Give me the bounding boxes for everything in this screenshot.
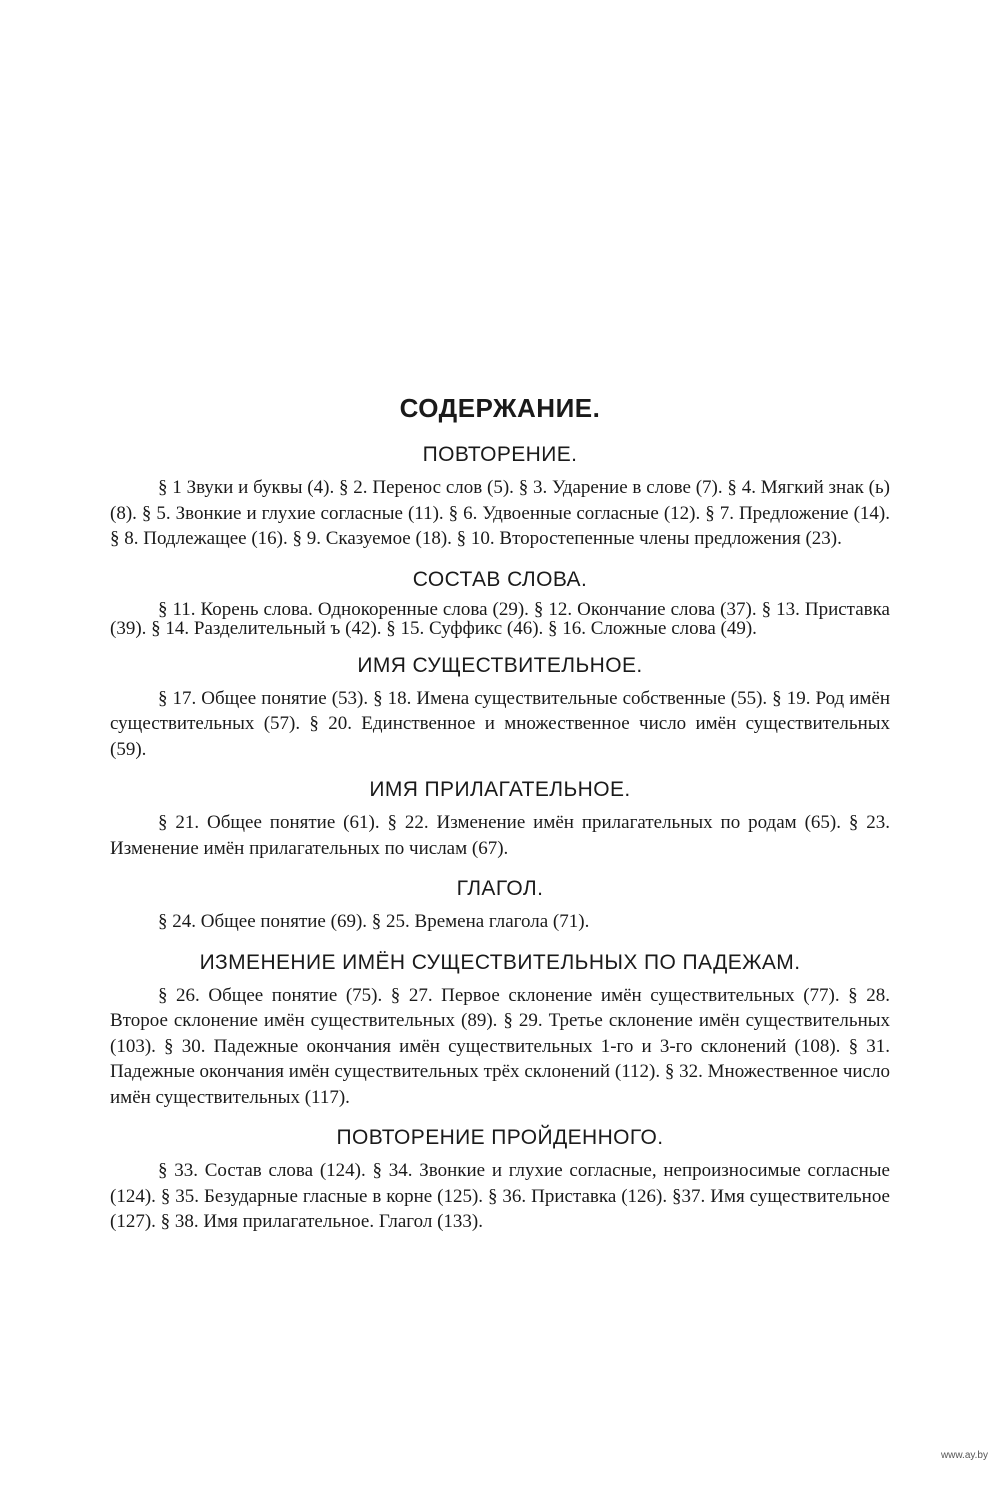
watermark: www.ay.by <box>940 1450 988 1461</box>
section-heading: СОСТАВ СЛОВА. <box>412 567 588 591</box>
section-body: § 1 Звуки и буквы (4). § 2. Перенос слов (5). § 3. Ударение в слове (7). § 4. Мягкий знак (ь) (8). § 5. Звонкие и глухие согласные (11). § 6. Удвоенные согласные (12). § 7. Предложение (14). § 8. Подлежащее (16). § 9. Сказуемое (18). § 10. Второстепенные члены предложения (23). <box>110 477 890 549</box>
section-noun-cases <box>110 949 890 1111</box>
section-heading: ГЛАГОЛ. <box>456 877 544 900</box>
contents-page <box>110 392 890 1249</box>
section-body: § 11. Корень слова. Однокоренные слова (29). § 12. Окончание слова (37). § 13. Приставка (39). § 14. Разделительный ъ (42). § 15. Суффикс (46). § 16. Сложные слова (49). <box>110 598 890 639</box>
section-body: § 17. Общее понятие (53). § 18. Имена существительные собственные (55). § 19. Род имён существительных (57). § 20. Единственное и множественное число имён существительных (59). <box>110 687 890 760</box>
section-heading: ИМЯ ПРИЛАГАТЕЛЬНОЕ. <box>369 778 631 801</box>
section-review <box>110 441 890 552</box>
section-verb <box>110 875 890 935</box>
section-body: § 33. Состав слова (124). § 34. Звонкие и глухие согласные, непроизносимые согласные (124). § 35. Безударные гласные в корне (125). § 36. Приставка (126). §37. Имя существительное (127). § 38. Имя прилагательное. Глагол (133). <box>110 1160 890 1232</box>
section-body: § 26. Общее понятие (75). § 27. Первое склонение имён существительных (77). § 28. Второе склонение имён существительных (89). § 29. Третье склонение имён существительных (103). § 30. Падежные окончания имён существительных 1-го и 3-го склонений (108). § 31. Падежные окончания имён существительных трёх склонений (112). § 32. Множественное число имён существительных (117). <box>110 984 890 1108</box>
section-word-structure <box>110 566 890 638</box>
page-title: СОДЕРЖАНИЕ. <box>399 393 601 423</box>
section-noun <box>110 652 890 763</box>
section-adjective <box>110 776 890 861</box>
section-body: § 21. Общее понятие (61). § 22. Изменение имён прилагательных по родам (65). § 23. Изменение имён прилагательных по числам (67). <box>110 812 890 859</box>
section-review-covered <box>110 1124 890 1235</box>
section-body: § 24. Общее понятие (69). § 25. Времена глагола (71). <box>158 911 590 932</box>
section-heading: ПОВТОРЕНИЕ. <box>422 443 578 466</box>
section-heading: ПОВТОРЕНИЕ ПРОЙДЕННОГО. <box>336 1126 664 1149</box>
section-heading: ИЗМЕНЕНИЕ ИМЁН СУЩЕСТВИТЕЛЬНЫХ ПО ПАДЕЖАМ. <box>199 950 801 974</box>
section-heading: ИМЯ СУЩЕСТВИТЕЛЬНОЕ. <box>357 653 643 677</box>
